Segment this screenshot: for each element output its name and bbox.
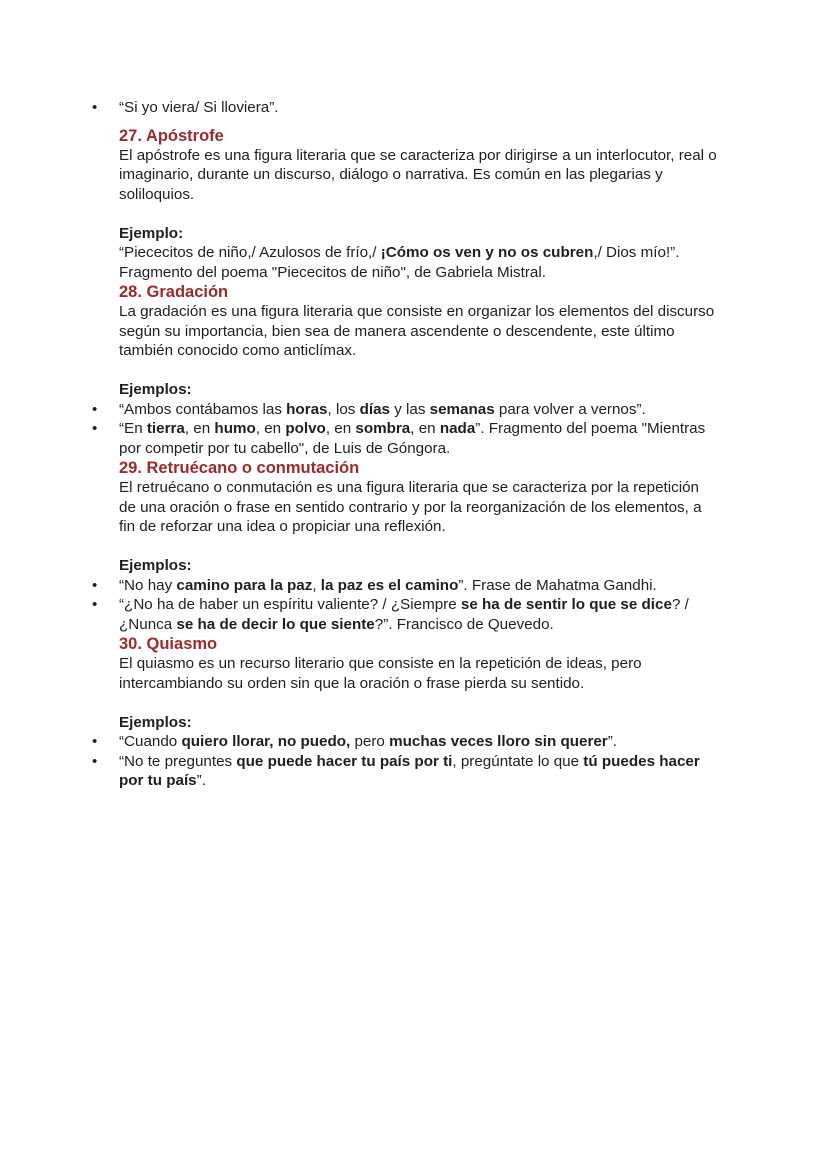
bold-run: que puede hacer tu país por ti [236,752,453,770]
bold-run: camino para la paz [176,576,313,594]
bullet-icon: • [92,733,98,750]
list-item [92,400,719,420]
bullet-icon: • [92,420,98,437]
bullet-icon: • [92,400,98,418]
bullet-icon: • [92,99,98,116]
section-heading: 27. Apóstrofe [119,126,224,145]
list-item [92,576,719,596]
text-run: , en [255,420,286,437]
text-run: “No te preguntes [119,752,237,770]
bold-run: tierra [146,420,185,437]
text-run: , en [325,420,356,437]
text-run: “¿No ha de haber un espíritu valiente? / ¿Siempre [119,596,461,613]
text-run: , [312,576,321,594]
text-run: “Piececitos de niño,/ Azulosos de frío,/ [119,244,381,261]
examples-label: Ejemplos: [119,381,192,398]
list-item [92,732,719,752]
bold-run: muchas veces lloro sin querer [389,733,608,750]
list-item-text: “Si yo viera/ Si lloviera”. [119,99,279,116]
bold-run: quiero llorar, no puedo, [181,733,351,750]
bold-run: nada [439,420,476,437]
section-heading: 28. Gradación [119,283,229,301]
text-run: ”. [607,733,617,750]
example-text [119,243,719,282]
bold-run: la paz es el camino [320,576,459,594]
text-run: ,/ Dios mío!”. Fragmento del poema "Piececitos de niño", de Gabriela Mistral. [119,244,680,281]
list-item [92,419,719,458]
text-run: , en [184,420,215,437]
bold-run: tú puedes hacer por tu país [119,752,700,789]
bold-run: horas [286,400,328,418]
bold-run: humo [214,420,256,437]
section-heading: 29. Retruécano o conmutación [119,459,360,477]
text-run: pero [350,733,390,750]
text-run: ”. Frase de Mahatma Gandhi. [458,576,657,594]
bold-run: semanas [429,400,495,418]
text-run: ?”. Francisco de Quevedo. [374,615,554,633]
section-body: El quiasmo es un recurso literario que consiste en la repetición de ideas, pero intercambiando su orden sin que la oración o frase pierda su sentido. [119,655,642,692]
section-heading: 30. Quiasmo [119,635,218,653]
section-body: La gradación es una figura literaria que consiste en organizar los elementos del discurso según su importancia, bien sea de manera ascendente o descendente, este último también conocido como anticlímax. [119,303,715,359]
bold-run: se ha de decir lo que siente [176,615,375,633]
document-content [92,98,719,791]
text-run: para volver a vernos”. [494,400,646,418]
bold-run: días [359,400,390,418]
section-body: El retruécano o conmutación es una figura literaria que se caracteriza por la repetición de una oración o frase en sentido contrario y por la reorganización de los elementos, a fin de reforzar una idea o propiciar una reflexión. [119,479,702,535]
text-run: ”. [196,772,206,789]
bold-run: polvo [285,420,326,437]
bold-run: ¡Cómo os ven y no os cubren [380,244,594,261]
bullet-icon: • [92,576,98,594]
list-item [92,98,719,118]
text-run: , los [327,400,360,418]
bold-run: se ha de sentir lo que se dice [460,596,672,613]
bullet-icon: • [92,596,98,613]
text-run: “No hay [119,576,177,594]
examples-label: Ejemplos: [119,557,192,574]
text-run: “Ambos contábamos las [119,400,287,418]
examples-label: Ejemplo: [119,224,184,242]
text-run: ”. Fragmento del poema "Mientras por competir por tu cabello", de Luis de Góngora. [119,420,706,457]
text-run: ? / ¿Nunca [119,596,689,633]
list-item [92,595,719,634]
list-item [92,752,719,791]
text-run: y las [389,400,430,418]
bullet-icon: • [92,752,98,770]
text-run: , pregúntate lo que [452,752,584,770]
examples-label: Ejemplos: [119,713,192,731]
text-run: “Cuando [119,733,182,750]
section-body: El apóstrofe es una figura literaria que se caracteriza por dirigirse a un interlocutor, real o imaginario, durante un discurso, diálogo o narrativa. Es común en las plegarias y soliloquios. [119,146,717,203]
bold-run: sombra [355,420,411,437]
text-run: , en [410,420,440,437]
text-run: “En [119,420,147,437]
